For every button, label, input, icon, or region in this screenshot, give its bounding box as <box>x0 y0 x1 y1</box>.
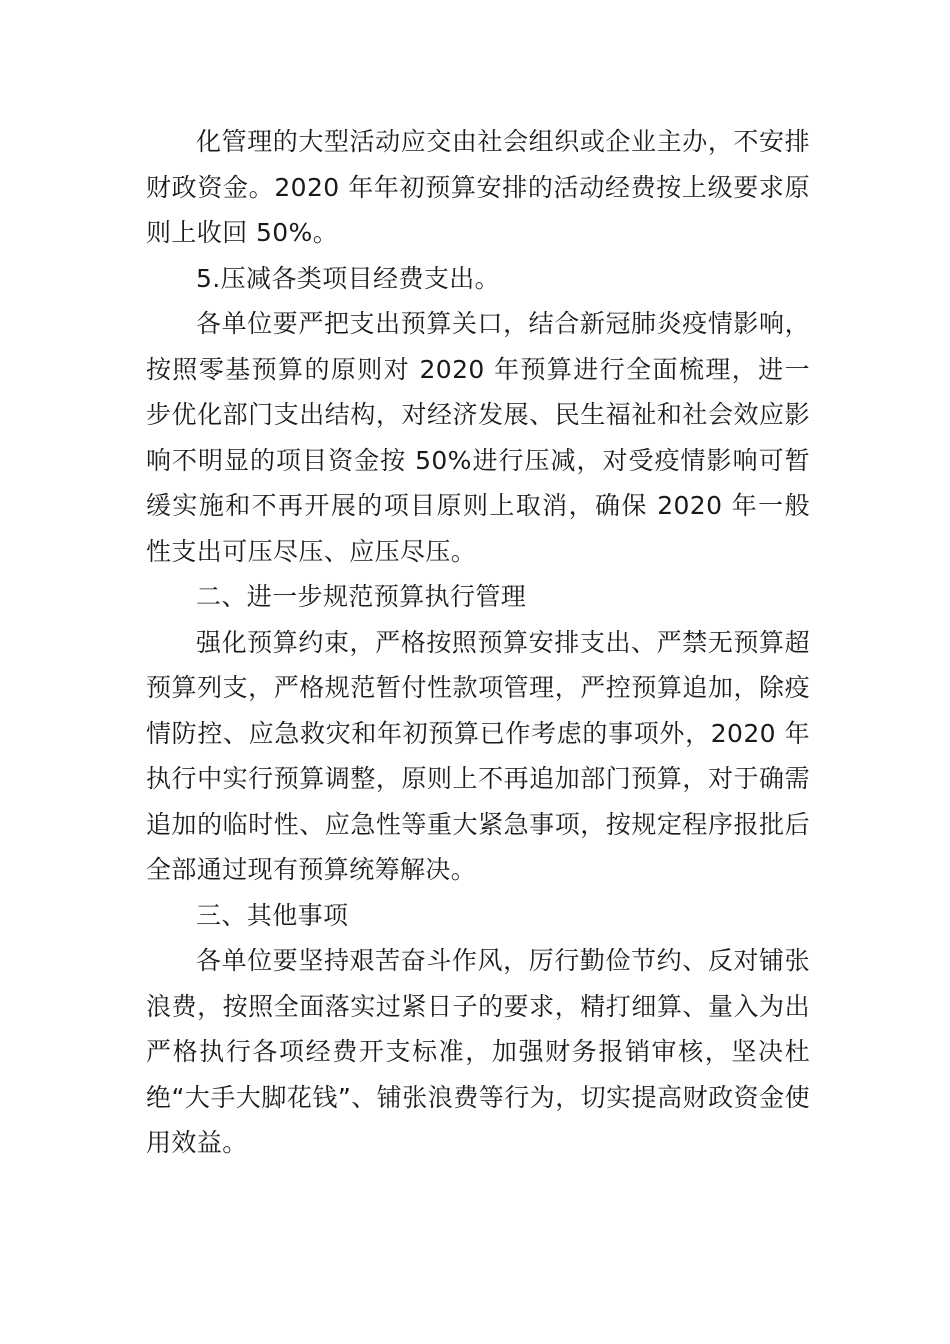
document-body <box>146 119 810 1166</box>
heading-item-5: 5.压减各类项目经费支出。 <box>196 263 501 293</box>
paragraph-budget-execution: 强化预算约束，严格按照预算安排支出、严禁无预算超预算列支，严格规范暂付性款项管理，严控预算追加，除疫情防控、应急救灾和年初预算已作考虑的事项外，2020 年执行中实行预算调整，原则上不再追加部门预算，对于确需追加的临时性、应急性等重大紧急事项，按规定程序报批后全部通过现有预算统筹解决。 <box>146 627 810 884</box>
paragraph-project-expense-reduction: 各单位要严把支出预算关口，结合新冠肺炎疫情影响，按照零基预算的原则对 2020 年预算进行全面梳理，进一步优化部门支出结构，对经济发展、民生福祉和社会效应影响不明显的项目资金按 50%进行压减，对受疫情影响可暂缓实施和不再开展的项目原则上取消，确保 2020 年一般性支出可压尽压、应压尽压。 <box>146 309 810 566</box>
paragraph-continued-activities: 化管理的大型活动应交由社会组织或企业主办，不安排财政资金。2020 年年初预算安排的活动经费按上级要求原则上收回 50%。 <box>146 127 810 247</box>
heading-section-2: 二、进一步规范预算执行管理 <box>196 582 527 611</box>
paragraph-other-matters: 各单位要坚持艰苦奋斗作风，厉行勤俭节约、反对铺张浪费，按照全面落实过紧日子的要求，精打细算、量入为出严格执行各项经费开支标准，加强财务报销审核，坚决杜绝“大手大脚花钱”、铺张浪费等行为，切实提高财政资金使用效益。 <box>146 946 810 1157</box>
heading-section-3: 三、其他事项 <box>196 900 349 930</box>
